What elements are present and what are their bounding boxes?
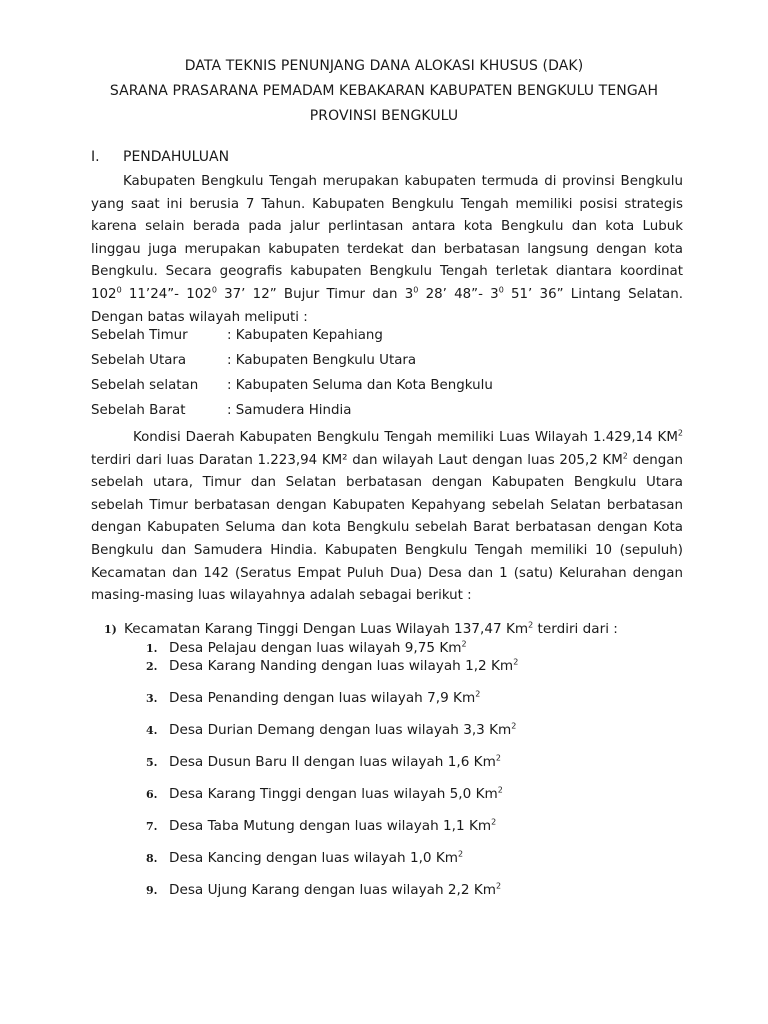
section-heading (91, 149, 229, 165)
desa-item: 4. Desa Durian Demang dengan luas wilayah 3,3 Km$^2$ (146, 721, 517, 738)
desa-item: 5. Desa Dusun Baru II dengan luas wilayah 1,6 Km$^2$ (146, 753, 501, 770)
desa-item: 2. Desa Karang Nanding dengan luas wilayah 1,2 Km$^2$ (146, 657, 519, 674)
desa-item: 6. Desa Karang Tinggi dengan luas wilayah 5,0 Km$^2$ (146, 785, 503, 802)
border-row-north: Sebelah Utara : Kabupaten Bengkulu Utara (91, 353, 417, 368)
desa-item: 8. Desa Kancing dengan luas wilayah 1,0 Km$^2$ (146, 849, 464, 866)
doc-title-line-2: SARANA PRASARANA PEMADAM KEBAKARAN KABUPATEN BENGKULU TENGAH (109, 83, 659, 99)
desa-item: 7. Desa Taba Mutung dengan luas wilayah 1,1 Km$^2$ (146, 817, 497, 834)
desa-item: 3. Desa Penanding dengan luas wilayah 7,9 Km$^2$ (146, 689, 481, 706)
doc-title-line-1: DATA TEKNIS PENUNJANG DANA ALOKASI KHUSUS (DAK) (184, 58, 584, 74)
border-row-east: Sebelah Timur : Kabupaten Kepahiang (91, 328, 383, 343)
section-title: PENDAHULUAN (123, 149, 230, 165)
border-row-west: Sebelah Barat : Samudera Hindia (91, 403, 352, 418)
section-number: I. (91, 149, 100, 165)
intro-paragraph: Kabupaten Bengkulu Tengah merupakan kabupaten termuda di provinsi Bengkulu yang saat ini berusia 7 Tahun. Kabupaten Bengkulu Tengah memiliki posisi strategis karena selain berada pada jalur perlintasan antara kota Bengkulu dan kota Lubuk linggau juga merupakan kabupaten terdekat dan berbatasan langsung dengan kota Bengkulu. Secara geografis kabupaten Bengkulu Tengah terletak diantara koordinat $102^0$ 11’24”- $102^0$ 37’ 12” Bujur Timur dan $3^0$ 28’ 48”- $3^0$ 51’ 36” Lintang Selatan. Dengan batas wilayah meliputi : (91, 174, 683, 325)
desa-item: 1. Desa Pelajau dengan luas wilayah 9,75 Km$^2$ (146, 639, 467, 656)
condition-paragraph: Kondisi Daerah Kabupaten Bengkulu Tengah memiliki Luas Wilayah 1.429,14 $KM^2$ terdiri dari luas Daratan 1.223,94 KM² dan wilayah Laut dengan luas 205,2 $KM^2$ dengan sebelah utara, Timur dan Selatan berbatasan dengan Kabupaten Bengkulu Utara sebelah Timur berbatasan dengan Kabupaten Kepahyang sebelah Selatan berbatasan dengan Kabupaten Seluma dan kota Bengkulu sebelah Barat berbatasan dengan Kota Bengkulu dan Samudera Hindia. Kabupaten Bengkulu Tengah memiliki 10 (sepuluh) Kecamatan dan 142 (Seratus Empat Puluh Dua) Desa dan 1 (satu) Kelurahan dengan masing-masing luas wilayahnya adalah sebagai berikut : (91, 428, 683, 604)
kecamatan-number: 1) (104, 623, 117, 636)
doc-title-line-3: PROVINSI BENGKULU (309, 108, 459, 124)
desa-item: 9. Desa Ujung Karang dengan luas wilayah 2,2 Km$^2$ (146, 881, 502, 898)
border-row-south: Sebelah selatan : Kabupaten Seluma dan Kota Bengkulu (91, 378, 493, 393)
kecamatan-item: 1) Kecamatan Karang Tinggi Dengan Luas Wilayah 137,47 Km$^2$ terdiri dari : (104, 620, 618, 637)
